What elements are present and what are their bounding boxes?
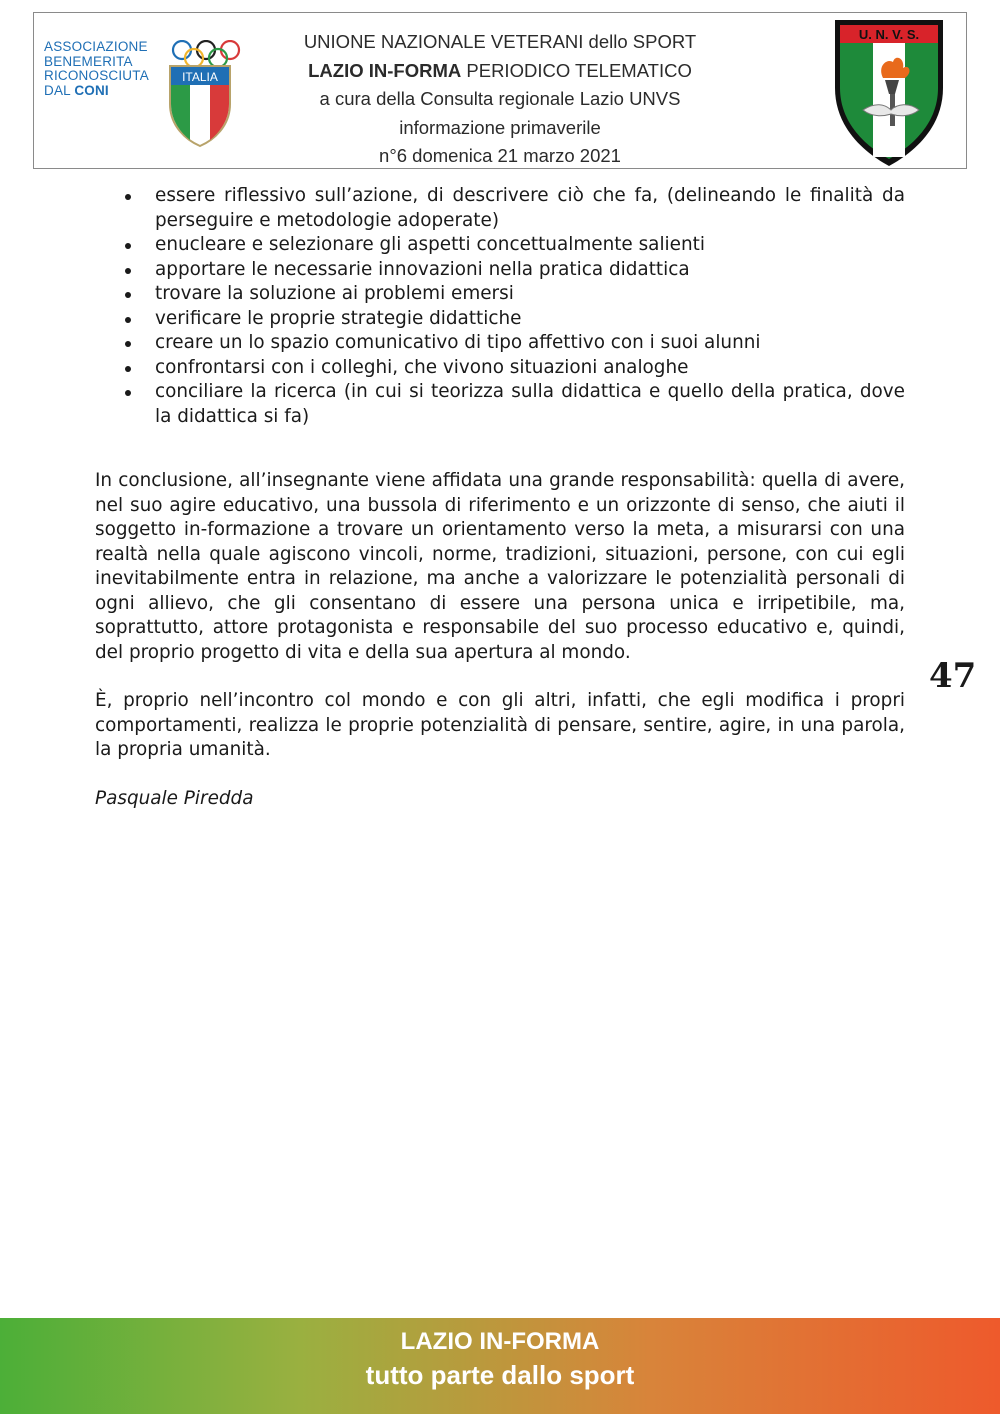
list-item-text: apportare le necessarie innovazioni nella pratica didattica	[155, 258, 690, 280]
bullet-icon	[125, 341, 131, 347]
header-line-3: a cura della Consulta regionale Lazio UNVS	[319, 88, 681, 109]
bullet-icon	[125, 194, 131, 200]
page-number: 47	[929, 656, 977, 696]
list-item-text: conciliare la ricerca (in cui si teorizza sulla didattica e quello della pratica, dove la didattica si fa)	[155, 381, 905, 427]
footer-banner	[0, 1318, 1000, 1414]
list-item	[95, 258, 905, 283]
footer-title: LAZIO IN-FORMA	[400, 1328, 600, 1355]
conclusion-paragraph-2: È, proprio nell’incontro col mondo e con gli altri, infatti, che egli modifica i propri comportamenti, realizza le proprie potenzialità di pensare, sentire, agire, in una parola, la propria umanità.	[95, 690, 905, 760]
coni-logo-line: ASSOCIAZIONE	[44, 39, 148, 54]
coni-logo-line: RICONOSCIUTA	[44, 68, 149, 83]
unvs-logo	[833, 18, 945, 168]
list-item	[95, 184, 905, 233]
header-periodical-type: PERIODICO TELEMATICO	[461, 59, 692, 81]
italia-shield-icon	[168, 64, 232, 148]
coni-logo-dal: DAL	[44, 82, 75, 98]
list-item-text: verificare le proprie strategie didattiche	[155, 307, 522, 329]
coni-logo-line	[44, 84, 169, 99]
coni-logo-text	[44, 40, 169, 98]
bullet-icon	[125, 243, 131, 249]
footer-slogan: tutto parte dallo sport	[365, 1360, 635, 1390]
list-item	[95, 356, 905, 381]
unvs-logo-label: U. N. V. S.	[858, 27, 920, 42]
list-item	[95, 282, 905, 307]
list-item	[95, 307, 905, 332]
shield-label: ITALIA	[182, 70, 218, 84]
bullet-icon	[125, 292, 131, 298]
coni-logo	[44, 40, 234, 150]
article-body	[95, 184, 905, 809]
bullet-icon	[125, 317, 131, 323]
header-periodical-name: LAZIO IN-FORMA	[308, 59, 462, 81]
list-item	[95, 331, 905, 356]
list-item	[95, 233, 905, 258]
header-line-5: n°6 domenica 21 marzo 2021	[379, 145, 621, 166]
author-signature: Pasquale Piredda	[95, 788, 254, 809]
header-title-block	[250, 28, 750, 171]
list-item-text: essere riflessivo sull’azione, di descrivere ciò che fa, (delineando le finalità da perseguire e metodologie adoperate)	[155, 185, 905, 231]
bullet-icon	[125, 268, 131, 274]
list-item	[95, 380, 905, 429]
coni-logo-emphasis: CONI	[74, 82, 109, 98]
header-line-1: UNIONE NAZIONALE VETERANI dello SPORT	[303, 31, 697, 52]
header-line-2	[250, 57, 750, 86]
bullet-icon	[125, 390, 131, 396]
bullet-icon	[125, 366, 131, 372]
bullet-list	[95, 184, 905, 429]
list-item-text: enucleare e selezionare gli aspetti concettualmente salienti	[155, 234, 705, 255]
header-line-4: informazione primaverile	[399, 116, 601, 138]
list-item-text: trovare la soluzione ai problemi emersi	[155, 283, 514, 304]
list-item-text: confrontarsi con i colleghi, che vivono situazioni analoghe	[155, 356, 689, 378]
list-item-text: creare un lo spazio comunicativo di tipo affettivo con i suoi alunni	[155, 332, 761, 353]
conclusion-paragraph: In conclusione, all’insegnante viene affidata una grande responsabilità: quella di avere, nel suo agire educativo, una bussola di riferimento e un orizzonte di senso, che aiuti il soggetto in-formazione a trovare un orientamento verso la meta, a misurarsi con una realtà nella quale agiscono vincoli, norme, tradizioni, situazioni, persone, con cui egli inevitabilmente entra in relazione, ma anche a valorizzare le potenzialità personali di ogni allievo, che gli consentano di essere una persona unica e irripetibile, ma, soprattutto, attore protagonista e responsabile del suo processo educativo e, quindi, del proprio progetto di vita e della sua apertura al mondo.	[95, 470, 905, 663]
coni-logo-line: BENEMERITA	[44, 53, 133, 69]
